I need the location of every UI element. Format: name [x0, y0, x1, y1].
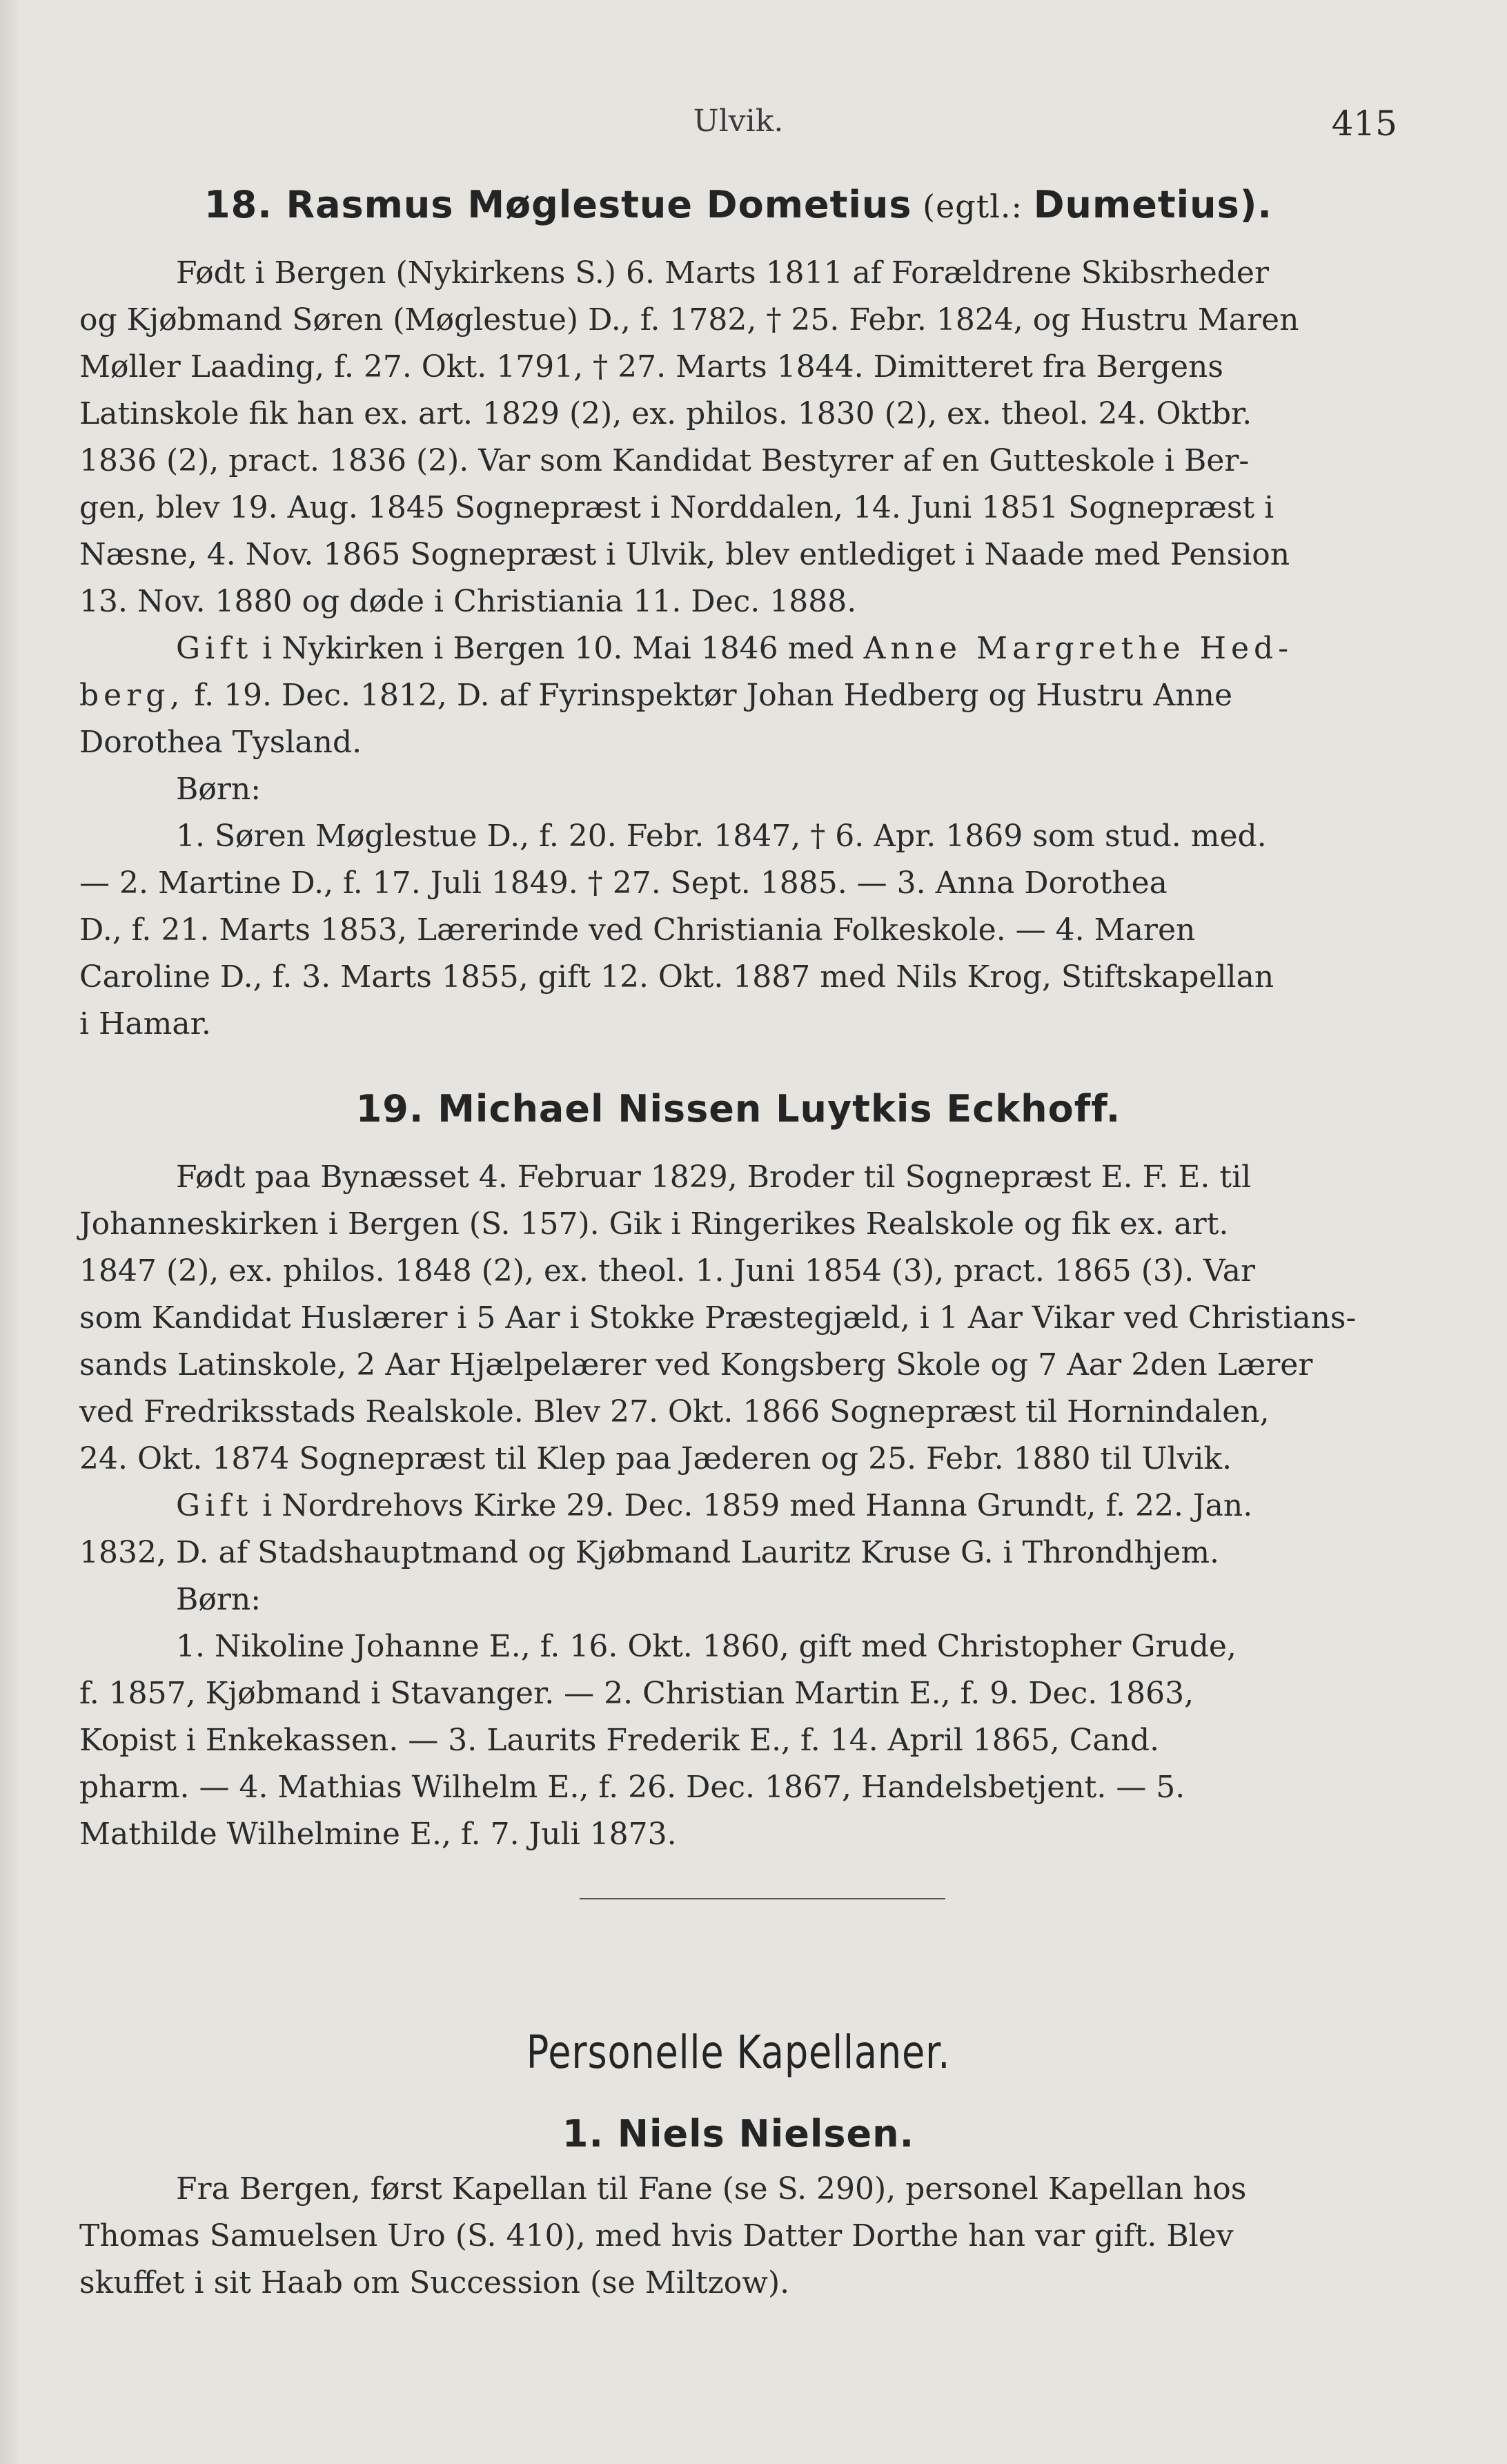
text-line: ved Fredriksstads Realskole. Blev 27. Okt. 1866 Sognepræst til Hornindalen,: [79, 1394, 1270, 1429]
text-line: sands Latinskole, 2 Aar Hjælpelærer ved Kongsberg Skole og 7 Aar 2den Lærer: [79, 1347, 1313, 1382]
text-line: Thomas Samuelsen Uro (S. 410), med hvis Datter Dorthe han var gift. Blev: [79, 2218, 1234, 2253]
section-divider: [580, 1898, 945, 1899]
running-head-title: Ulvik.: [693, 104, 784, 139]
page-number: 415: [1331, 104, 1397, 144]
text-line: Født i Bergen (Nykirkens S.) 6. Marts 1811 af Forældrene Skibsrheder: [176, 255, 1269, 291]
child-entry: Mathilde Wilhelmine E., f. 7. Juli 1873.: [79, 1817, 677, 1852]
section-18-heading-egtl: (egtl.:: [912, 188, 1034, 225]
section-18-heading-main: 18. Rasmus Møglestue Dometius: [204, 183, 912, 226]
child-entry: 1. Nikoline Johanne E., f. 16. Okt. 1860, gift med Christopher Grude,: [176, 1629, 1237, 1664]
marriage-line: [79, 625, 1397, 672]
marriage-text: f. 19. Dec. 1812, D. af Fyrinspektør Johan Hedberg og Hustru Anne: [184, 678, 1233, 713]
child-entry: D., f. 21. Marts 1853, Lærerinde ved Christiania Folkeskole. — 4. Maren: [79, 912, 1196, 948]
text-line: Født paa Bynæsset 4. Februar 1829, Broder til Sognepræst E. F. E. til: [176, 1160, 1252, 1195]
gift-label: Gift: [176, 631, 253, 666]
chapter-heading: Personelle Kapellaner.: [526, 2026, 951, 2079]
section-18-heading-alt: Dumetius).: [1033, 183, 1272, 226]
children-label: Børn:: [176, 772, 262, 807]
gift-label: Gift: [176, 1488, 253, 1523]
child-entry: 1. Søren Møglestue D., f. 20. Febr. 1847, † 6. Apr. 1869 som stud. med.: [176, 819, 1267, 854]
section-19-biography: [79, 1154, 1397, 1858]
page-edge: [0, 0, 21, 2464]
running-head: [79, 104, 1397, 145]
text-line: 1836 (2), pract. 1836 (2). Var som Kandidat Bestyrer af en Gutteskole i Ber-: [79, 443, 1250, 478]
text-line: Johanneskirken i Bergen (S. 157). Gik i Ringerikes Realskole og fik ex. art.: [79, 1206, 1229, 1242]
text-line: Fra Bergen, først Kapellan til Fane (se S. 290), personel Kapellan hos: [176, 2171, 1247, 2207]
marriage-text: i Nordrehovs Kirke 29. Dec. 1859 med Hanna Grundt, f. 22. Jan.: [253, 1488, 1253, 1523]
marriage-line: Dorothea Tysland.: [79, 725, 362, 760]
spouse-name: Anne Margrethe Hed-: [863, 631, 1294, 666]
section-18-biography: [79, 250, 1397, 1048]
text-line: Møller Laading, f. 27. Okt. 1791, † 27. Marts 1844. Dimitteret fra Bergens: [79, 349, 1223, 384]
child-entry: — 2. Martine D., f. 17. Juli 1849. † 27. Sept. 1885. — 3. Anna Dorothea: [79, 866, 1168, 901]
marriage-line: [79, 1483, 1397, 1529]
text-line: som Kandidat Huslærer i 5 Aar i Stokke Præstegjæld, i 1 Aar Vikar ved Christians-: [79, 1300, 1357, 1336]
text-line: skuffet i sit Haab om Succession (se Miltzow).: [79, 2265, 790, 2300]
subsection-heading: 1. Niels Nielsen.: [562, 2112, 915, 2155]
child-entry: pharm. — 4. Mathias Wilhelm E., f. 26. Dec. 1867, Handelsbetjent. — 5.: [79, 1770, 1185, 1805]
child-entry: Kopist i Enkekassen. — 3. Laurits Frederik E., f. 14. April 1865, Cand.: [79, 1723, 1160, 1758]
children-label: Børn:: [176, 1582, 262, 1617]
section-19-heading: 19. Michael Nissen Luytkis Eckhoff.: [355, 1087, 1121, 1131]
niels-nielsen-biography: [79, 2166, 1397, 2307]
text-line: Latinskole fik han ex. art. 1829 (2), ex. philos. 1830 (2), ex. theol. 24. Oktbr.: [79, 396, 1252, 431]
spouse-name-cont: berg,: [79, 678, 185, 713]
text-line: gen, blev 19. Aug. 1845 Sognepræst i Norddalen, 14. Juni 1851 Sognepræst i: [79, 490, 1274, 525]
child-entry: i Hamar.: [79, 1006, 211, 1042]
child-entry: f. 1857, Kjøbmand i Stavanger. — 2. Christian Martin E., f. 9. Dec. 1863,: [79, 1676, 1194, 1711]
text-line: 13. Nov. 1880 og døde i Christiania 11. Dec. 1888.: [79, 584, 857, 619]
child-entry: Caroline D., f. 3. Marts 1855, gift 12. Okt. 1887 med Nils Krog, Stiftskapellan: [79, 959, 1274, 995]
text-line: 1847 (2), ex. philos. 1848 (2), ex. theol. 1. Juni 1854 (3), pract. 1865 (3). Var: [79, 1253, 1256, 1289]
marriage-line: [79, 672, 1397, 719]
text-line: og Kjøbmand Søren (Møglestue) D., f. 1782, † 25. Febr. 1824, og Hustru Maren: [79, 302, 1299, 338]
marriage-line: 1832, D. af Stadshauptmand og Kjøbmand Lauritz Kruse G. i Throndhjem.: [79, 1535, 1220, 1570]
text-line: 24. Okt. 1874 Sognepræst til Klep paa Jæderen og 25. Febr. 1880 til Ulvik.: [79, 1441, 1232, 1476]
marriage-text: i Nykirken i Bergen 10. Mai 1846 med: [253, 631, 864, 666]
text-line: Næsne, 4. Nov. 1865 Sognepræst i Ulvik, blev entlediget i Naade med Pension: [79, 537, 1290, 572]
section-18-heading: [79, 183, 1397, 226]
